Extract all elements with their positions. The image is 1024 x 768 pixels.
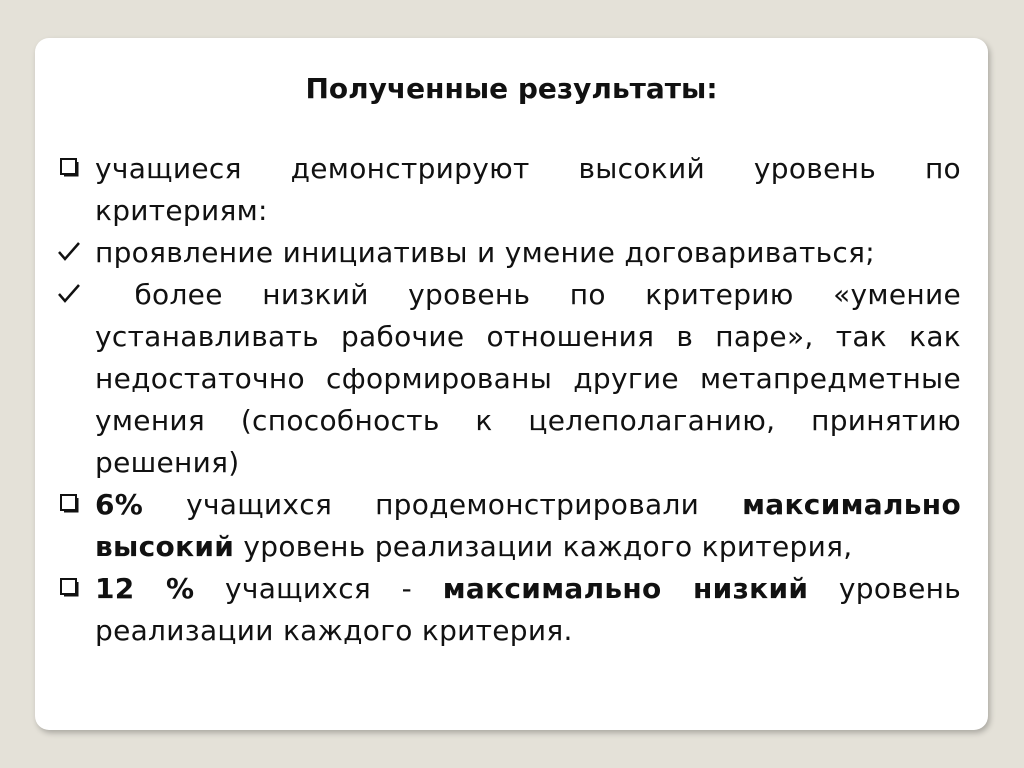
list-item-text: уровень реализации каждого критерия. <box>95 572 962 647</box>
list-item-text: более низкий уровень по критерию «умение устанавливать рабочие отношения в паре», так как недостаточно сформированы другие метапредметные умения (способность к целеполаганию, принятию решения) <box>95 278 971 479</box>
results-list <box>55 148 971 652</box>
checkmark-bullet-icon <box>55 274 85 316</box>
hollow-square-bullet-icon <box>55 484 85 526</box>
list-item <box>55 148 961 232</box>
list-item <box>55 274 971 484</box>
hollow-square-bullet-icon <box>55 568 85 610</box>
list-item <box>55 232 961 274</box>
list-item <box>55 484 961 568</box>
percentage-bold: 12 % <box>95 572 195 605</box>
checkmark-bullet-icon <box>55 232 85 274</box>
list-item-text: проявление инициативы и умение договариваться; <box>95 236 875 269</box>
emphasis-bold: максимально низкий <box>442 572 809 605</box>
emphasis-bold: максимально высокий <box>95 488 961 563</box>
slide <box>35 38 988 730</box>
list-item-text: учащихся - <box>194 572 443 605</box>
list-item <box>55 568 961 652</box>
slide-title: Полученные результаты: <box>305 72 718 105</box>
hollow-square-bullet-icon <box>55 148 85 190</box>
list-item-text: учащихся продемонстрировали <box>143 488 743 521</box>
list-item-text: учащиеся демонстрируют высокий уровень по критериям: <box>95 152 961 227</box>
list-item-text: уровень реализации каждого критерия, <box>234 530 853 563</box>
percentage-bold: 6% <box>95 488 144 521</box>
